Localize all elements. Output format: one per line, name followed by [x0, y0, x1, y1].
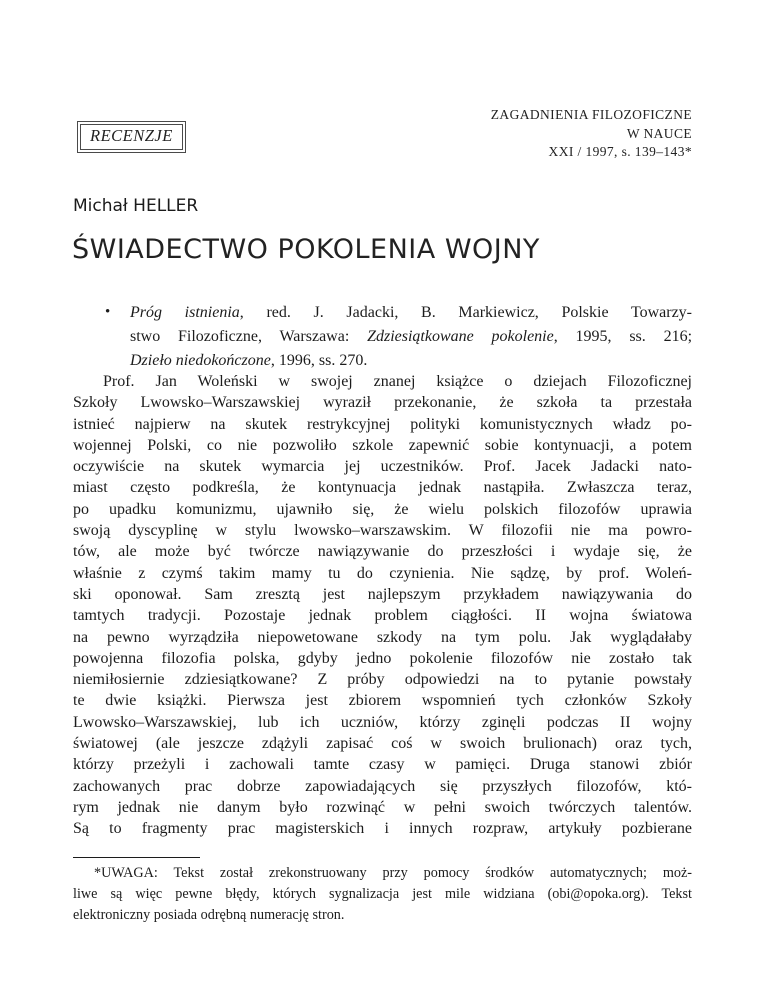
text-line: rym jednak nie danym było rozwinąć w pełni swoich twórczych talentów.	[73, 798, 692, 816]
text-line: liwe są więc pewne błędy, których sygnalizacja jest mile widziana (obi@opoka.org). Tekst	[73, 886, 692, 902]
text-line: niemiłosiernie zdziesiątkowane? Z próby odpowiedzi na to pytanie powstały	[73, 671, 692, 689]
journal-title-line2: W NAUCE	[626, 125, 692, 141]
text-line: powojenna filozofia polska, gdyby jedno pokolenie filozofów nie zostało tak	[73, 649, 692, 667]
text-line: którzy przeżyli i zachowali tamte czasy w pamięci. Druga stanowi zbiór	[73, 756, 692, 774]
text-line: te dwie książki. Pierwsza jest zbiorem wspomnień tych członków Szkoły	[73, 692, 692, 710]
text-line: wojennej Polski, co nie pozwoliło szkole zapewnić sobie kontynuacji, a potem	[73, 436, 692, 454]
text-line: Są to fragmenty prac magisterskich i innych rozpraw, artykuły pozbierane	[73, 820, 692, 838]
footnote-divider	[73, 857, 200, 858]
journal-masthead	[491, 106, 692, 162]
text-line: po upadku komunizmu, ujawniło się, że wielu polskich filozofów uprawia	[73, 500, 692, 518]
text-line: ski oponował. Sam zresztą jest najlepszym przykładem nawiązywania do	[73, 585, 692, 603]
text-line: Lwowsko–Warszawskiej, lub ich uczniów, którzy zginęli podczas II wojny	[73, 713, 692, 731]
text-line: miast często podkreśla, że kontynuacja jednak nastąpiła. Zwłaszcza teraz,	[73, 479, 692, 497]
text-line	[130, 349, 692, 373]
author-name: Michał HELLER	[73, 196, 199, 216]
text-line: właśnie z czymś takim mamy tu do czynienia. Nie sądzę, by prof. Woleń-	[73, 564, 692, 582]
book-title-italic: Dzieło niedokończone	[130, 351, 271, 369]
book-title-italic: Próg istnienia	[130, 304, 240, 321]
text-line	[130, 301, 692, 325]
book-title-italic: Zdziesiątkowane pokolenie	[367, 327, 554, 345]
text-segment: , 1996, ss. 270.	[270, 351, 368, 369]
article-title: ŚWIADECTWO POKOLENIA WOJNY	[72, 234, 540, 265]
journal-issue-line: XXI / 1997, s. 139–143*	[548, 144, 692, 160]
text-line: na pewno wyrządziła niepowetowane szkody na tym polu. Jak wyglądałaby	[73, 628, 692, 646]
text-line: Prof. Jan Woleński w swojej znanej książce o dziejach Filozoficznej	[103, 373, 692, 390]
bibliography-item	[105, 301, 693, 372]
text-segment: , 1995, ss. 216;	[553, 327, 693, 345]
section-label-frame	[77, 121, 186, 153]
text-line: elektroniczny posiada odrębną numerację stron.	[73, 907, 345, 923]
text-line: *UWAGA: Tekst został zrekonstruowany przy pomocy środków automatycznych; moż-	[94, 865, 692, 881]
bibliography-lines	[130, 301, 692, 372]
text-segment: stwo Filozoficzne, Warszawa:	[130, 327, 368, 345]
journal-title-line1: ZAGADNIENIA FILOZOFICZNE	[490, 107, 692, 122]
bullet-icon: •	[105, 304, 111, 320]
text-line: istnieć najpierw na skutek restrykcyjnej polityki komunistycznych władz po-	[73, 415, 692, 433]
text-line: tamtych tradycji. Pozostaje jednak problem ciągłości. II wojna światowa	[73, 607, 692, 625]
text-line	[130, 325, 692, 349]
text-segment: , red. J. Jadacki, B. Markiewicz, Polskie Towarzy-	[239, 304, 693, 321]
footnote	[73, 863, 692, 926]
body-paragraph	[73, 371, 692, 840]
text-line: Szkoły Lwowsko–Warszawskiej wyraził przekonanie, że szkoła ta przestała	[73, 394, 692, 412]
text-line: swoją dyscyplinę w stylu lwowsko–warszawskim. W filozofii nie ma powro-	[73, 522, 692, 540]
text-line: zachowanych prac dobrze zapowiadających się przyszłych filozofów, któ-	[73, 777, 692, 795]
text-line: oczywiście na skutek wymarcia jej uczestników. Prof. Jacek Jadacki nato-	[73, 458, 692, 476]
text-line: światowej (ale jeszcze zdążyli zapisać coś w swoich brulionach) oraz tych,	[73, 735, 692, 753]
section-label: RECENZJE	[80, 124, 183, 150]
text-line: tów, ale może być twórcze nawiązywanie do przeszłości i wydaje się, że	[73, 543, 692, 561]
